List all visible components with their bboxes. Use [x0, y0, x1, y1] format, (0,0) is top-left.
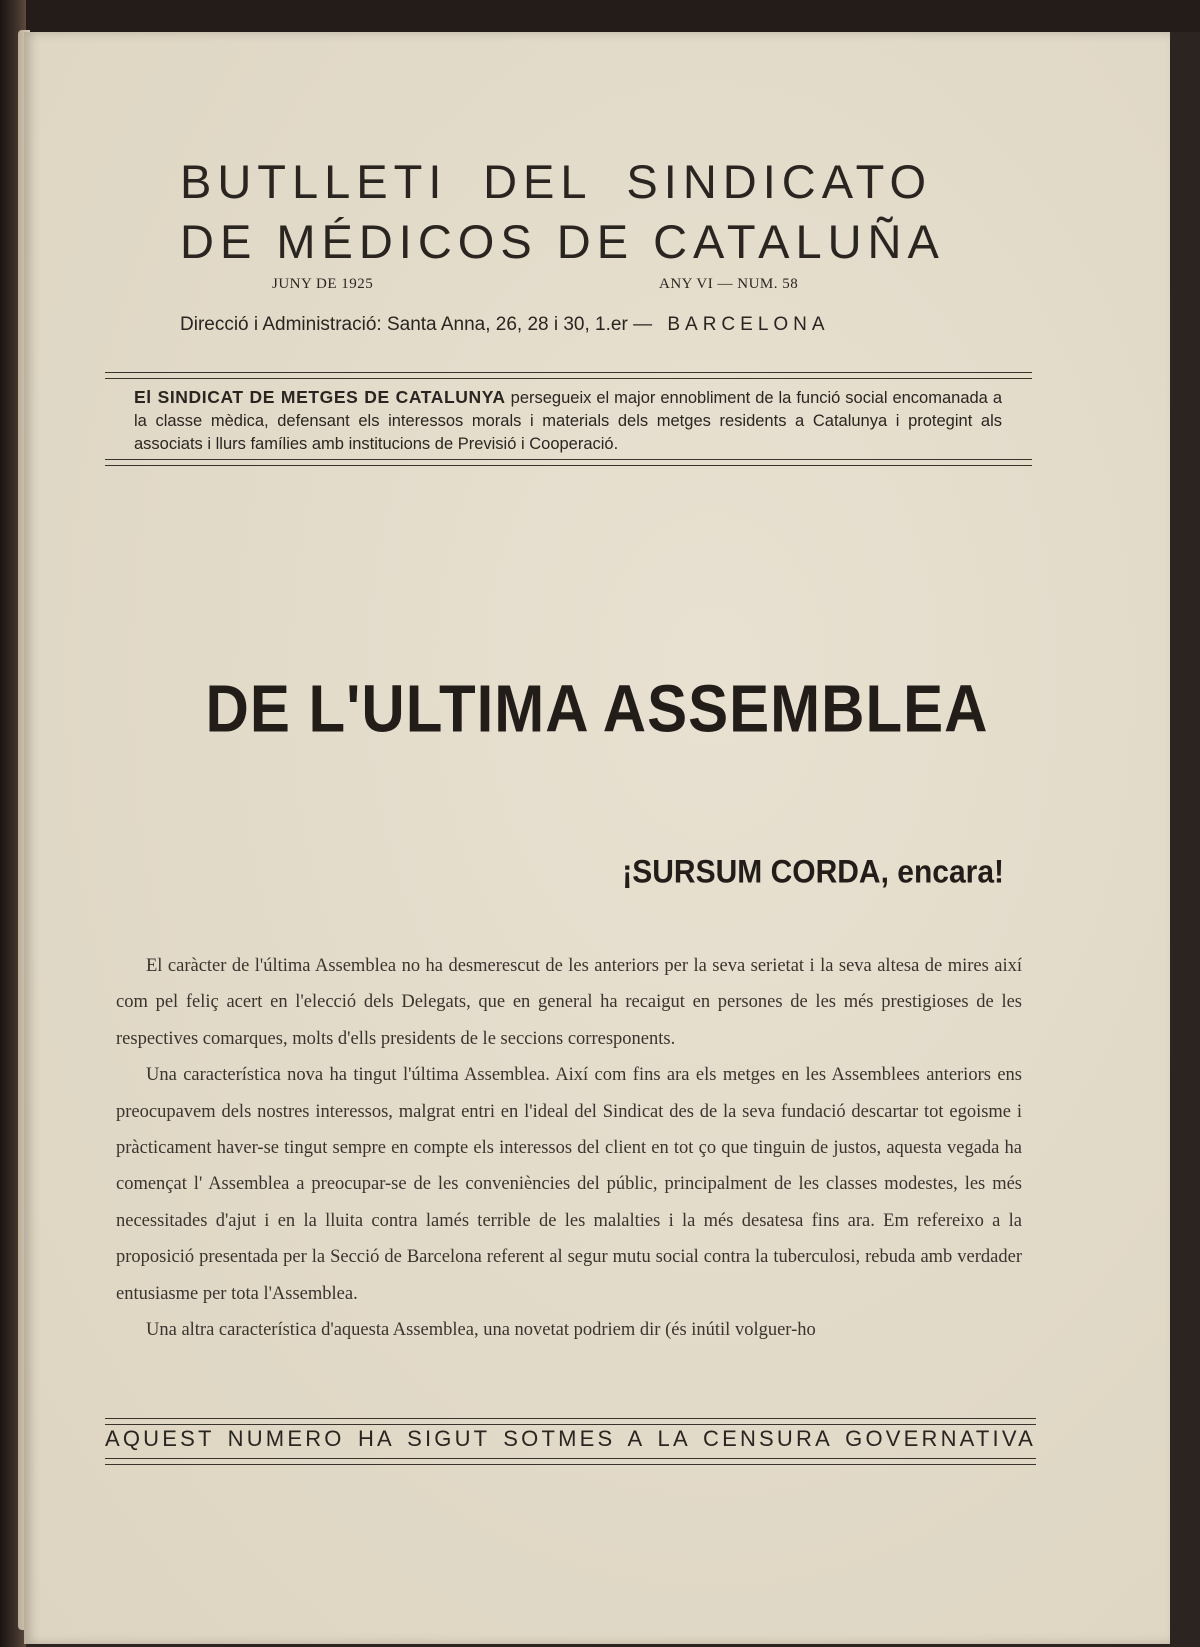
- header-rule-top: [105, 372, 1032, 379]
- footer-rule-top: [105, 1418, 1036, 1425]
- address-city: BARCELONA: [667, 314, 830, 335]
- article-headline: DE L'ULTIMA ASSEMBLEA: [205, 670, 989, 747]
- header-rule-bottom: [105, 459, 1032, 466]
- article-paragraph: Una altra característica d'aquesta Assemblea, una novetat podriem dir (és inútil volguer-ho: [146, 1320, 816, 1341]
- masthead-title-line1: BUTLLETI DEL SINDICATO: [180, 155, 932, 208]
- article-paragraph: El caràcter de l'última Assemblea no ha desmerescut de les anteriors per la seva serietat i la seva altesa de mires així com pel feliç acert en l'elecció dels Delegats, que en general ha recaigut en persones de les més prestigioses de les respectives comarques, molts d'ells presidents de le seccions corresponents.: [116, 956, 1022, 1049]
- issue-date: JUNY DE 1925: [272, 276, 374, 292]
- footer-rule-bottom: [105, 1458, 1036, 1465]
- masthead-title-line2: DE MÉDICOS DE CATALUÑA: [180, 215, 945, 268]
- article-subhead: ¡SURSUM CORDA, encara!: [622, 854, 1004, 891]
- mission-text: persegueix el major ennobliment de la funció social encomanada a la classe mèdica, defensant els interessos morals i materials dels metges residents a Catalunya i protegint als associats i llurs famílies amb institucions de Previsió i Cooperació.: [134, 389, 1003, 453]
- mission-statement: [134, 386, 1002, 456]
- address-line: [180, 314, 932, 336]
- scan-top-edge: [0, 0, 1200, 32]
- address-text: Direcció i Administració: Santa Anna, 26, 28 i 30, 1.er —: [180, 314, 653, 335]
- article-paragraph: Una característica nova ha tingut l'última Assemblea. Així com fins ara els metges en les Assemblees anteriors ens preocupavem dels nostres interessos, malgrat entri en l'ideal del Sindicat des de la seva fundació descartar tot egoisme i pràcticament haver-se tingut sempre en compte els interessos del client en tot ço que tinguin de justos, aquesta vegada ha començat l' Assemblea a preocupar-se de les conveniències del públic, principalment de les classes modestes, les més necessitades d'ajut i en la lluita contra lamés terrible de les malalties i la més desatesa fins ara. Em refereixo a la proposició presentada per la Secció de Barcelona referent al segur mutu social contra la tuberculosi, rebuda amb verdader entusiasme per tota l'Assemblea.: [116, 1065, 1022, 1304]
- issue-number: ANY VI — NUM. 58: [659, 276, 799, 292]
- bulletin-page: [24, 32, 1170, 1644]
- mission-lead: El SINDICAT DE METGES DE CATALUNYA: [134, 387, 506, 407]
- censorship-notice: AQUEST NUMERO HA SIGUT SOTMES A LA CENSURA GOVERNATIVA: [105, 1426, 1036, 1451]
- article-body: [116, 948, 1022, 1348]
